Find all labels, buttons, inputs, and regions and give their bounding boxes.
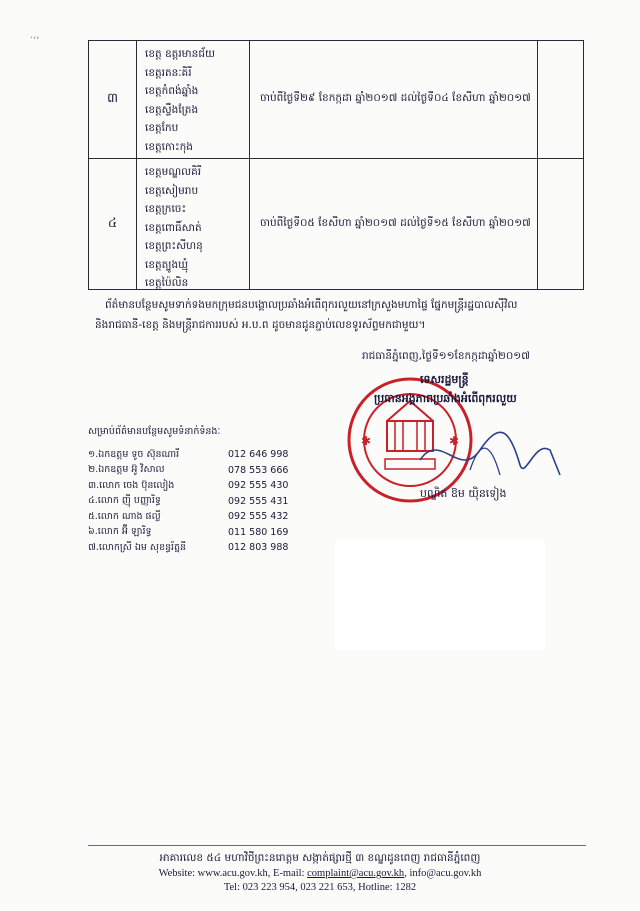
footer-email-rest: , info@acu.gov.kh	[404, 868, 482, 879]
province-item: ខេត្តសៀមរាប	[145, 184, 199, 197]
contact-name: ៣.លោក ចេង ប៊ុនលៀង	[88, 479, 175, 491]
footer-divider	[88, 845, 586, 846]
province-item: ខេត្តកែប	[145, 122, 179, 134]
table-row	[89, 158, 583, 289]
province-item: ខេត្តស្ទឹងត្រែង	[145, 103, 199, 116]
contact-phone: 092 555 430	[228, 480, 289, 492]
row-number: ៣	[89, 41, 137, 158]
handwritten-signature-icon	[410, 420, 570, 490]
contact-phone: 078 553 666	[228, 464, 289, 476]
svg-text:✱: ✱	[449, 434, 460, 448]
province-item: ខេត្តព្រះសីហនុ	[145, 240, 203, 252]
province-list	[137, 159, 250, 289]
empty-cell	[538, 41, 583, 158]
contact-name: ២.ឯកឧត្តម អ៊ូ វិសាល	[88, 464, 165, 476]
contact-phone: 012 803 988	[228, 542, 289, 554]
province-item: ខេត្តរតនៈគិរី	[145, 66, 192, 79]
table-row	[89, 40, 583, 158]
province-item: ខេត្តពោធិ៍សាត់	[145, 221, 202, 234]
province-item: ខេត្តកំពង់ឆ្នាំង	[145, 85, 199, 97]
note-line-1: ព័ត៌មានបន្ថែមសូមទាក់ទងមកក្រុមជនបង្គោលប្រឆាំងអំពើពុករលួយនៅក្រសួងមហាផ្ទៃ ផ្នែកមន្ត្រីរដ្ឋបាលស៊ីវិល	[105, 299, 518, 311]
province-item: ខេត្តកោះកុង	[145, 140, 193, 153]
contact-name: ៤.លោក ញ៉ី បញ្ញារិទ្ធ	[88, 495, 161, 507]
signer-title: ទេសរដ្ឋមន្ត្រី	[420, 373, 469, 386]
period-cell: ចាប់ពីថ្ងៃទី០៥ ខែសីហា ឆ្នាំ២០១៧ ដល់ថ្ងៃទី១៥ ខែសីហា ឆ្នាំ២០១៧	[250, 159, 538, 289]
contact-phone: 012 646 998	[228, 449, 289, 461]
province-item: ខេត្ត ឧត្តរមានជ័យ	[145, 48, 215, 60]
corner-marks: .,,	[30, 30, 40, 41]
redaction-box	[335, 540, 545, 650]
schedule-table	[88, 40, 584, 290]
footer-web-prefix: Website: www.acu.gov.kh, E-mail:	[158, 868, 308, 879]
list-item	[88, 478, 308, 494]
row-number: ៤	[89, 159, 137, 289]
empty-cell	[538, 159, 583, 289]
province-item: ខេត្តត្បូងឃ្មុំ	[145, 258, 189, 271]
contact-name: ១.ឯកឧត្តម ទូច ស៊ុនណារី	[88, 448, 180, 460]
signer-office: ប្រធានអង្គភាពប្រឆាំងអំពើពុករលួយ	[374, 392, 517, 405]
contact-name: ៦.លោក អ៊ី ឡារិទ្ធ	[88, 526, 152, 538]
contact-phone: 092 555 431	[228, 495, 289, 507]
contact-name: ៧.លោកស្រី ឯម សុខន្ធរ័ត្ននី	[88, 541, 187, 553]
signature-date: រាជធានីភ្នំពេញ,ថ្ងៃទី១១ខែកក្កដាឆ្នាំ២០១៧	[362, 350, 530, 362]
list-item	[88, 463, 308, 479]
list-item	[88, 509, 308, 525]
province-item: ខេត្តប៉ៃលិន	[145, 277, 189, 289]
footer-address: អាគារលេខ ៥៤ មហាវិថីព្រះនរោត្តម សង្កាត់ផ្សារថ្មី ៣ ខណ្ឌដូនពេញ រាជធានីភ្នំពេញ	[159, 852, 481, 864]
contact-phone: 092 555 432	[228, 511, 289, 523]
province-item: ខេត្តមណ្ឌលគិរី	[145, 166, 202, 178]
contact-header: សម្រាប់ព័ត៌មានបន្ថែមសូមទំនាក់ទំនងៈ	[88, 426, 221, 437]
list-item	[88, 447, 308, 463]
contact-note	[95, 295, 605, 335]
contact-phone: 011 580 169	[228, 526, 289, 538]
footer-email-link[interactable]: complaint@acu.gov.kh	[307, 868, 405, 879]
period-cell: ចាប់ពីថ្ងៃទី២៩ ខែកក្កដា ឆ្នាំ២០១៧ ដល់ថ្ងៃទី០៤ ខែសីហា ឆ្នាំ២០១៧	[250, 41, 538, 158]
list-item	[88, 525, 308, 541]
list-item	[88, 540, 308, 556]
list-item	[88, 494, 308, 510]
province-item: ខេត្តក្រចេះ	[145, 203, 187, 215]
footer-phone: Tel: 023 223 954, 023 221 653, Hotline: 1282	[223, 882, 417, 893]
contact-list	[88, 425, 308, 556]
contact-name: ៥.លោក ណាង ផល្លី	[88, 510, 161, 522]
note-line-2: និងរាជធានី-ខេត្ត និងមន្ត្រីរាជការរបស់ អ.ប.ព ដូចមានជូនភ្ជាប់លេខទូរស័ព្ទមកជាមួយ។	[95, 319, 426, 331]
footer-web-email	[0, 868, 640, 879]
signer-name: បណ្ឌិត ឱម យ៉ិនទៀង	[420, 487, 507, 500]
province-list	[137, 41, 250, 158]
svg-text:✱: ✱	[361, 434, 372, 448]
